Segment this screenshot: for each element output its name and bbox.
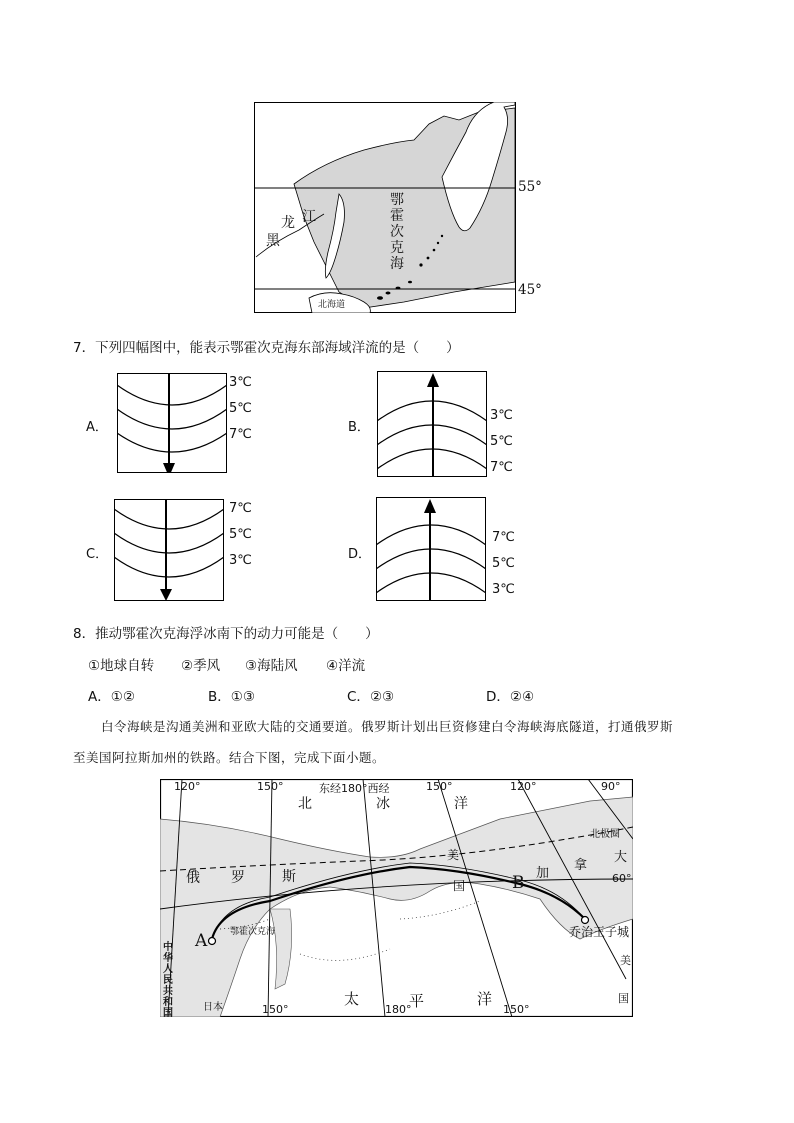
map2-lon-150-bottom: 150° [262,1003,289,1016]
hokkaido-label: 北海道 [318,300,346,310]
heilong-label-jiang: 江 [302,209,316,225]
map2-usa-mei: 美 [447,848,460,862]
map2-lon-150-top: 150° [257,780,284,793]
passage-line-1: 白令海峡是沟通美洲和亚欧大陆的交通要道。俄罗斯计划出巨资修建白令海峡海底隧道，打通俄罗斯 [101,719,674,734]
q7-b-temp-2: 5℃ [490,434,513,449]
map2-lon-180-bottom: 180° [385,1003,412,1016]
q8-answer-a[interactable] [88,685,135,705]
q7-option-a-letter[interactable]: A． [86,420,108,435]
map2-usa-right-mei: 美 [620,954,631,967]
q8-stem: 8．推动鄂霍次克海浮冰南下的动力可能是（ ） [73,626,379,642]
map2-lon-120w-top: 120° [174,780,201,793]
heilong-label-long: 龙 [281,215,295,231]
q7-b-temp-1: 3℃ [490,408,513,423]
map2-arctic-bing: 冰 [376,796,390,812]
map2-lon-180-top: 东经180°西经 [319,782,390,795]
q8-answer-b-value: ①③ [230,689,255,705]
q8-item-4: ④洋流 [326,658,366,674]
map2-russia-e: 俄 [186,870,200,886]
map2-lat-60: 60° [612,872,632,885]
okhotsk-map [254,102,516,313]
map2-lon-150w-top: 150° [426,780,453,793]
map2-japan: 日本 [203,1002,223,1013]
bering-map [160,779,633,1017]
map2-lon-150w-bottom: 150° [503,1003,530,1016]
map2-usa-guo: 国 [453,879,466,893]
map2-canada-na: 拿 [574,858,588,873]
q7-c-temp-1: 7℃ [229,501,252,516]
map2-prince-george: 乔治王子城 [569,925,630,939]
q7-option-b-diagram[interactable] [377,371,487,477]
map2-point-a: A [195,931,208,951]
q7-c-temp-3: 3℃ [229,553,252,568]
q8-answer-c-value: ②③ [369,689,395,705]
map2-china-label: 中 华 人 民 共 和 国 [163,942,173,1019]
q8-answer-d[interactable] [486,685,534,705]
map2-canada-da: 大 [614,850,628,865]
map2-usa-right-guo: 国 [618,992,629,1005]
map2-pacific-ping: 平 [409,992,425,1010]
q7-option-d-letter[interactable]: D． [348,547,372,562]
map2-arctic-bei: 北 [298,796,312,812]
q8-answer-c[interactable] [347,685,394,705]
lat-45-label: 45° [518,282,542,298]
q8-answer-c-letter: C． [347,689,370,705]
q8-answer-d-value: ②④ [509,689,535,705]
map2-okhotsk: 鄂霍次克海 [230,927,276,937]
passage-line-2: 至美国阿拉斯加州的铁路。结合下图，完成下面小题。 [73,750,386,765]
map2-canada-jia: 加 [536,866,550,881]
q7-a-temp-1: 3℃ [229,375,252,390]
map2-point-b: B [512,873,525,893]
map2-pacific-yang: 洋 [477,990,493,1008]
q7-d-temp-3: 3℃ [492,582,515,597]
map2-pacific-tai: 太 [344,990,360,1008]
q7-option-c-letter[interactable]: C． [86,547,109,562]
q7-option-c-diagram[interactable] [114,499,224,601]
q7-c-temp-2: 5℃ [229,527,252,542]
q8-answer-a-letter: A． [88,689,111,705]
q8-answer-a-value: ①② [110,689,135,705]
q7-d-temp-2: 5℃ [492,556,515,571]
map2-beiji: 北极圈 [590,829,620,840]
q8-answer-b[interactable] [208,685,255,705]
okhotsk-sea-label: 鄂 霍 次 克 海 [390,192,404,272]
q7-stem: 7．下列四幅图中，能表示鄂霍次克海东部海域洋流的是（ ） [73,340,460,356]
q7-a-temp-2: 5℃ [229,401,252,416]
map2-arctic-yang: 洋 [454,796,468,812]
q7-d-temp-1: 7℃ [492,530,515,545]
q7-b-temp-3: 7℃ [490,460,513,475]
lat-55-label: 55° [518,179,542,195]
q7-option-d-diagram[interactable] [376,497,486,601]
q7-option-b-letter[interactable]: B． [348,420,370,435]
q8-item-1: ①地球自转 [88,658,155,674]
map2-russia-si: 斯 [282,869,296,885]
map2-russia-luo: 罗 [231,870,245,886]
heilong-label-hei: 黑 [266,233,280,249]
q8-answer-b-letter: B． [208,689,231,705]
map2-lon-120w-top-right: 120° [510,780,537,793]
q7-option-a-diagram[interactable] [117,373,227,473]
map2-lon-90w-top: 90° [601,780,621,793]
q7-a-temp-3: 7℃ [229,427,252,442]
q8-answer-d-letter: D． [486,689,510,705]
q8-item-2: ②季风 [181,658,221,674]
q8-item-3: ③海陆风 [245,658,298,674]
